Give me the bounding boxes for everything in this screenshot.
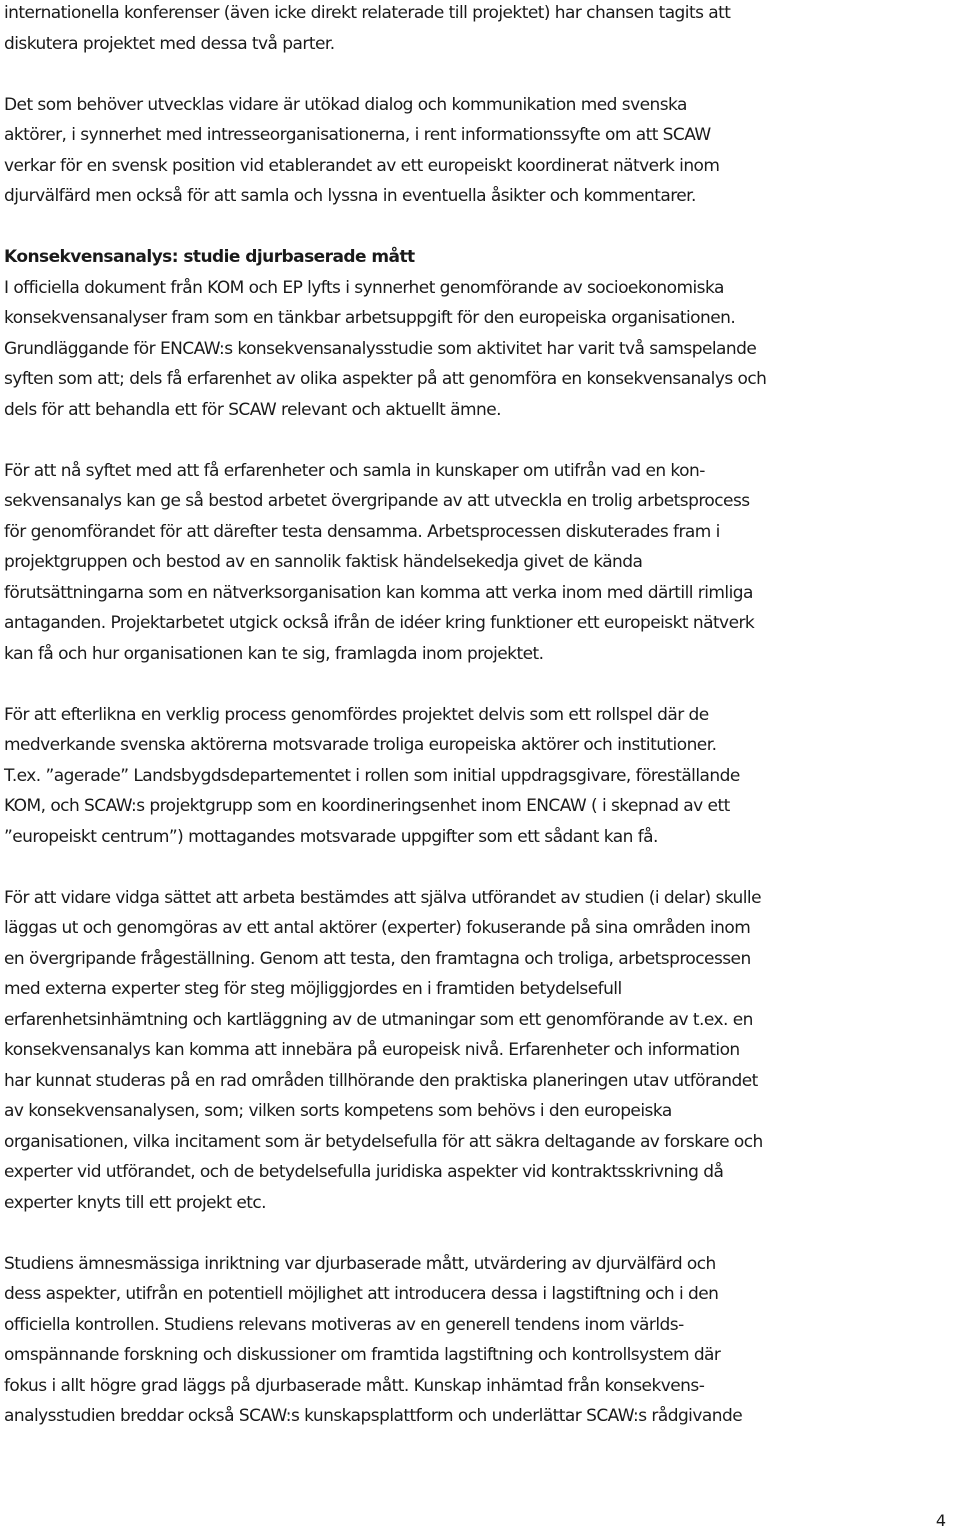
text-line: experter knyts till ett projekt etc. xyxy=(4,1193,266,1213)
text-line: för genomförandet för att därefter testa densamma. Arbetsprocessen diskuterades fram i xyxy=(4,522,720,542)
text-line: erfarenhetsinhämtning och kartläggning av de utmaningar som ett genomförande av t.ex. en xyxy=(4,1010,753,1030)
text-line: av konsekvensanalysen, som; vilken sorts kompetens som behövs i den europeiska xyxy=(4,1101,672,1121)
text-line: omspännande forskning och diskussioner om framtida lagstiftning och kontrollsystem där xyxy=(4,1345,721,1365)
text-line: För att nå syftet med att få erfarenheter och samla in kunskaper om utifrån vad en kon- xyxy=(4,461,705,481)
text-line: organisationen, vilka incitament som är betydelsefulla för att säkra deltagande av forskare och xyxy=(4,1132,763,1152)
section-heading: Konsekvensanalys: studie djurbaserade mått xyxy=(4,247,415,267)
text-line: dels för att behandla ett för SCAW relevant och aktuellt ämne. xyxy=(4,400,501,420)
text-line: konsekvensanalys kan komma att innebära på europeisk nivå. Erfarenheter och information xyxy=(4,1040,740,1060)
text-line: projektgruppen och bestod av en sannolik faktisk händelsekedja givet de kända xyxy=(4,552,643,572)
text-line: I officiella dokument från KOM och EP lyfts i synnerhet genomförande av socioekonomiska xyxy=(4,278,724,298)
text-line: djurvälfärd men också för att samla och lyssna in eventuella åsikter och kommentarer. xyxy=(4,186,696,206)
text-line: För att efterlikna en verklig process genomfördes projektet delvis som ett rollspel där de xyxy=(4,705,709,725)
text-line: aktörer, i synnerhet med intresseorganisationerna, i rent informationssyfte om att SCAW xyxy=(4,125,711,145)
text-line: fokus i allt högre grad läggs på djurbaserade mått. Kunskap inhämtad från konsekvens- xyxy=(4,1376,705,1396)
text-line: antaganden. Projektarbetet utgick också ifrån de idéer kring funktioner ett europeiskt nätverk xyxy=(4,613,755,633)
text-line: T.ex. ”agerade” Landsbygdsdepartementet i rollen som initial uppdragsgivare, föreställande xyxy=(4,766,740,786)
text-line: officiella kontrollen. Studiens relevans motiveras av en generell tendens inom världs- xyxy=(4,1315,684,1335)
text-line: experter vid utförandet, och de betydelsefulla juridiska aspekter vid kontraktsskrivning då xyxy=(4,1162,724,1182)
page-number: 4 xyxy=(935,1511,946,1530)
text-line: kan få och hur organisationen kan te sig, framlagda inom projektet. xyxy=(4,644,544,664)
text-line: ”europeiskt centrum”) mottagandes motsvarade uppgifter som ett sådant kan få. xyxy=(4,827,658,847)
text-line: analysstudien breddar också SCAW:s kunskapsplattform och underlättar SCAW:s rådgivande xyxy=(4,1406,743,1426)
text-line: läggas ut och genomgöras av ett antal aktörer (experter) fokuserande på sina områden inom xyxy=(4,918,751,938)
text-line: KOM, och SCAW:s projektgrupp som en koordineringsenhet inom ENCAW ( i skepnad av ett xyxy=(4,796,730,816)
text-line: diskutera projektet med dessa två parter. xyxy=(4,34,335,54)
text-line: verkar för en svensk position vid etablerandet av ett europeiskt koordinerat nätverk inom xyxy=(4,156,720,176)
text-line: internationella konferenser (även icke direkt relaterade till projektet) har chansen tagits att xyxy=(4,3,731,23)
text-line: Det som behöver utvecklas vidare är utökad dialog och kommunikation med svenska xyxy=(4,95,687,115)
text-line: För att vidare vidga sättet att arbeta bestämdes att själva utförandet av studien (i delar) skulle xyxy=(4,888,762,908)
text-line: en övergripande frågeställning. Genom att testa, den framtagna och troliga, arbetsprocessen xyxy=(4,949,751,969)
document-page xyxy=(4,0,956,1536)
text-line: har kunnat studeras på en rad områden tillhörande den praktiska planeringen utav utförandet xyxy=(4,1071,758,1091)
text-line: sekvensanalys kan ge så bestod arbetet övergripande av att utveckla en trolig arbetsprocess xyxy=(4,491,750,511)
text-line: Studiens ämnesmässiga inriktning var djurbaserade mått, utvärdering av djurvälfärd och xyxy=(4,1254,716,1274)
text-line: Grundläggande för ENCAW:s konsekvensanalysstudie som aktivitet har varit två samspelande xyxy=(4,339,757,359)
text-line: syften som att; dels få erfarenhet av olika aspekter på att genomföra en konsekvensanalys och xyxy=(4,369,767,389)
text-line: dess aspekter, utifrån en potentiell möjlighet att introducera dessa i lagstiftning och i den xyxy=(4,1284,719,1304)
text-line: förutsättningarna som en nätverksorganisation kan komma att verka inom med därtill rimliga xyxy=(4,583,753,603)
text-line: konsekvensanalyser fram som en tänkbar arbetsuppgift för den europeiska organisationen. xyxy=(4,308,736,328)
text-line: med externa experter steg för steg möjliggjordes en i framtiden betydelsefull xyxy=(4,979,622,999)
text-line: medverkande svenska aktörerna motsvarade troliga europeiska aktörer och institutioner. xyxy=(4,735,717,755)
